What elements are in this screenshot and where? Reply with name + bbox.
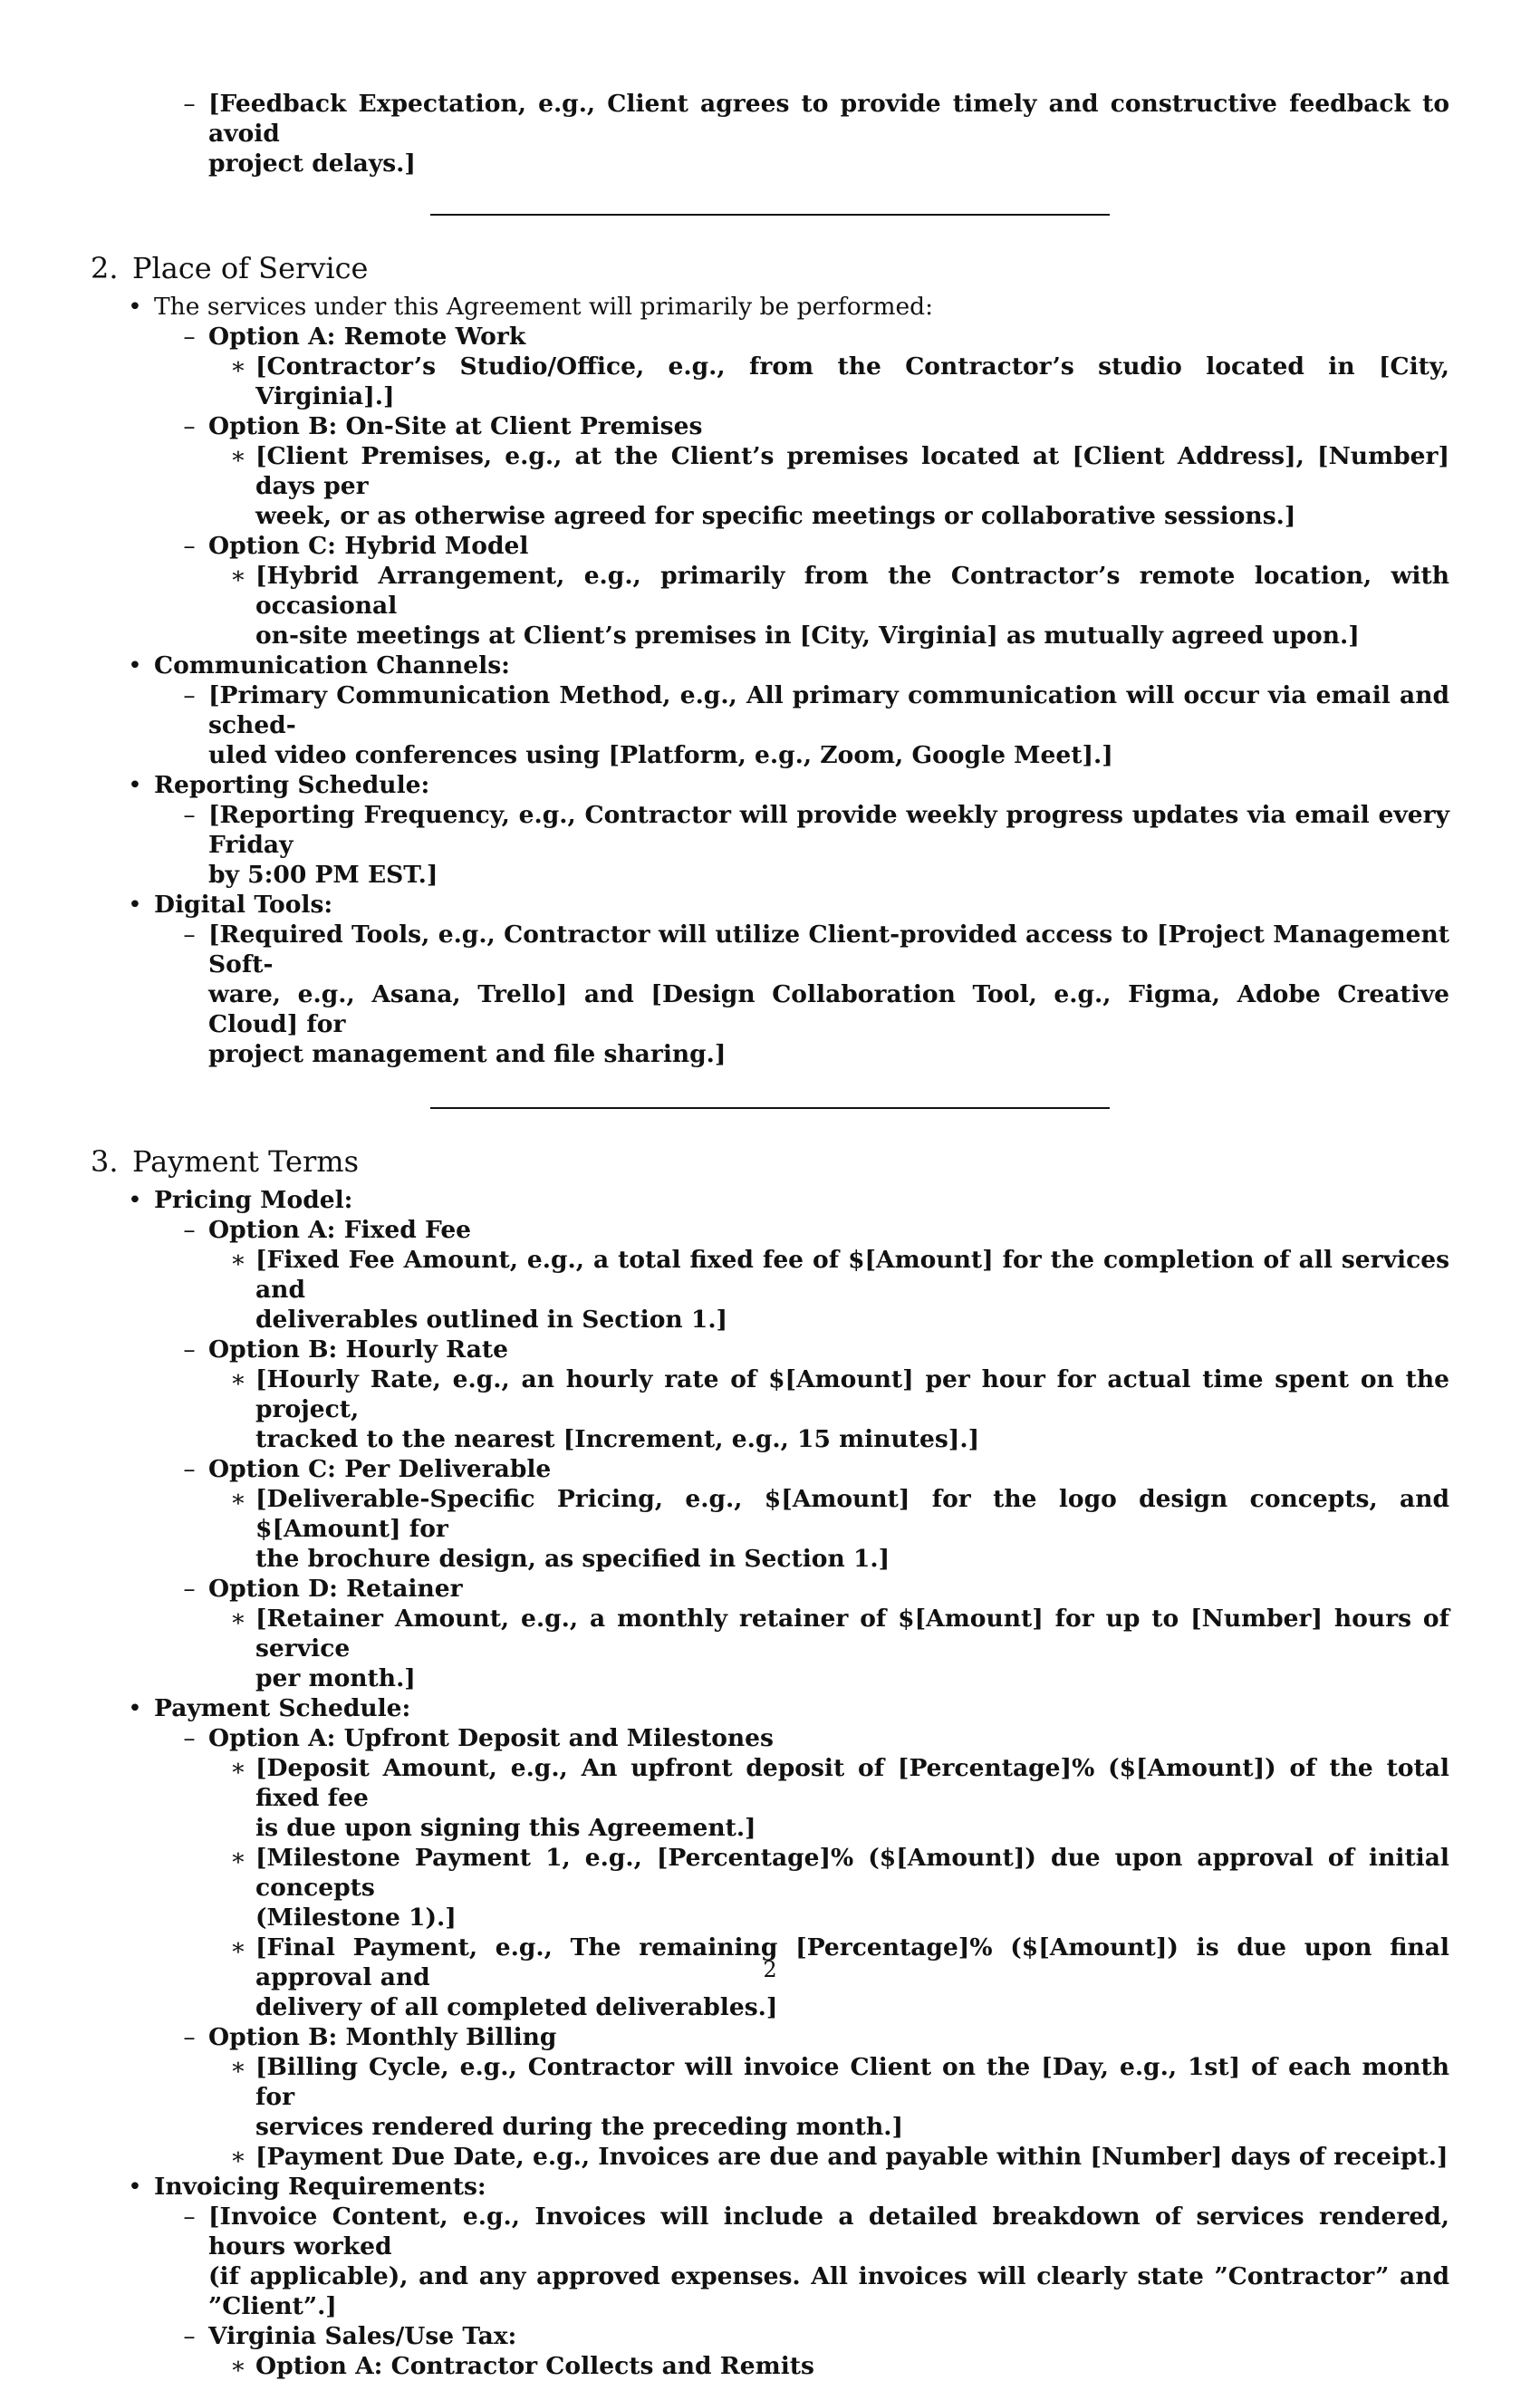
- list-item: [91, 920, 1449, 1069]
- list-item: [91, 1693, 1449, 1723]
- dash-marker: –: [183, 1575, 196, 1603]
- text-line: [Retainer Amount, e.g., a monthly retainer of $[Amount] for up to [Number] hours of service: [255, 1605, 1449, 1663]
- dash-marker: –: [183, 1216, 196, 1244]
- star-marker: ∗: [229, 2143, 246, 2171]
- section-heading: [91, 1143, 1449, 1180]
- text-line: services rendered during the preceding month.]: [255, 2113, 904, 2141]
- text-line: [Fixed Fee Amount, e.g., a total fixed fee of $[Amount] for the completion of all services and: [255, 1246, 1449, 1304]
- list-item: [91, 89, 1449, 178]
- text-line: the brochure design, as specified in Section 1.]: [255, 1545, 890, 1573]
- option-label: Option C: Per Deliverable: [208, 1455, 552, 1483]
- dash-marker: –: [183, 1335, 196, 1364]
- bullet-marker: •: [128, 771, 142, 799]
- dash-marker: –: [183, 412, 196, 440]
- dash-marker: –: [183, 2203, 196, 2231]
- list-item: [91, 1245, 1449, 1335]
- text-line: project management and file sharing.]: [208, 1040, 727, 1068]
- dash-marker: –: [183, 921, 196, 949]
- list-item: [91, 322, 1449, 352]
- list-item: [91, 1215, 1449, 1245]
- list-item: [91, 1335, 1449, 1364]
- list-item: [91, 1753, 1449, 1843]
- text-line: on-site meetings at Client’s premises in [City, Virginia] as mutually agreed upon.]: [255, 622, 1360, 650]
- text-line: The services under this Agreement will primarily be performed:: [154, 293, 934, 321]
- list-item: [91, 2202, 1449, 2321]
- text-line: [Billing Cycle, e.g., Contractor will invoice Client on the [Day, e.g., 1st] of each month for: [255, 2053, 1449, 2111]
- list-item: [91, 1364, 1449, 1454]
- text-line: [Milestone Payment 1, e.g., [Percentage]% ($[Amount]) due upon approval of initial concepts: [255, 1844, 1449, 1902]
- text-line: [Payment Due Date, e.g., Invoices are due and payable within [Number] days of receipt.]: [255, 2143, 1449, 2171]
- section-heading: [91, 250, 1449, 286]
- list-item: [91, 2052, 1449, 2142]
- item-label: Invoicing Requirements:: [154, 2173, 486, 2201]
- option-label: Option D: Retainer: [208, 1575, 463, 1603]
- section-title: Place of Service: [132, 251, 369, 285]
- star-marker: ∗: [229, 1754, 246, 1782]
- star-marker: ∗: [229, 1605, 246, 1633]
- bullet-marker: •: [128, 891, 142, 919]
- section-number: 2.: [91, 251, 119, 285]
- star-marker: ∗: [229, 1844, 246, 1872]
- star-marker: ∗: [229, 1933, 246, 1962]
- text-line: project delays.]: [208, 149, 416, 178]
- item-label: Payment Schedule:: [154, 1694, 411, 1722]
- text-line: by 5:00 PM EST.]: [208, 861, 438, 889]
- text-line: [Deposit Amount, e.g., An upfront deposit of [Percentage]% ($[Amount]) of the total fixed fee: [255, 1754, 1449, 1812]
- list-item: [91, 770, 1449, 800]
- item-label: Digital Tools:: [154, 891, 333, 919]
- text-line: tracked to the nearest [Increment, e.g., 15 minutes].]: [255, 1425, 980, 1453]
- text-line: delivery of all completed deliverables.]: [255, 1993, 778, 2021]
- dash-marker: –: [183, 323, 196, 351]
- text-line: [Reporting Frequency, e.g., Contractor will provide weekly progress updates via email every Friday: [208, 801, 1449, 859]
- item-label: Reporting Schedule:: [154, 771, 430, 799]
- text-line: [Contractor’s Studio/Office, e.g., from the Contractor’s studio located in [City, Virginia].]: [255, 352, 1449, 410]
- list-item: [91, 292, 1449, 322]
- list-item: [91, 441, 1449, 531]
- text-line: [Hybrid Arrangement, e.g., primarily from the Contractor’s remote location, with occasional: [255, 562, 1449, 620]
- dash-marker: –: [183, 801, 196, 829]
- option-label: Option B: On-Site at Client Premises: [208, 412, 703, 440]
- list-item: [91, 1185, 1449, 1215]
- bullet-marker: •: [128, 2173, 142, 2201]
- list-item: [91, 1484, 1449, 1574]
- list-item: [91, 1723, 1449, 1753]
- list-item: [91, 2351, 1449, 2381]
- list-item: [91, 531, 1449, 561]
- section-title: Payment Terms: [132, 1144, 360, 1179]
- star-marker: ∗: [229, 352, 246, 381]
- item-label: Communication Channels:: [154, 651, 510, 680]
- text-line: (if applicable), and any approved expenses. All invoices will clearly state ”Contractor” and ”Client”.]: [208, 2262, 1449, 2320]
- list-item: [91, 1454, 1449, 1484]
- bullet-marker: •: [128, 293, 142, 321]
- dash-marker: –: [183, 1455, 196, 1483]
- star-marker: ∗: [229, 562, 246, 590]
- list-item: [91, 411, 1449, 441]
- section-number: 3.: [91, 1144, 119, 1179]
- list-item: [91, 680, 1449, 770]
- dash-marker: –: [183, 90, 196, 118]
- star-marker: ∗: [229, 2053, 246, 2081]
- text-line: [Feedback Expectation, e.g., Client agrees to provide timely and constructive feedback to avoid: [208, 90, 1449, 148]
- list-item: [91, 651, 1449, 680]
- text-line: [Deliverable-Specific Pricing, e.g., $[Amount] for the logo design concepts, and $[Amount] for: [255, 1485, 1449, 1543]
- list-item: [91, 2172, 1449, 2202]
- list-item: [91, 890, 1449, 920]
- text-line: is due upon signing this Agreement.]: [255, 1814, 756, 1842]
- page-content: [91, 89, 1449, 2381]
- text-line: (Milestone 1).]: [255, 1904, 457, 1932]
- dash-marker: –: [183, 532, 196, 560]
- dash-marker: –: [183, 2322, 196, 2350]
- list-item: [91, 2142, 1449, 2172]
- text-line: [Hourly Rate, e.g., an hourly rate of $[Amount] per hour for actual time spent on the project,: [255, 1365, 1449, 1423]
- text-line: per month.]: [255, 1664, 416, 1692]
- option-label: Option C: Hybrid Model: [208, 532, 529, 560]
- bullet-marker: •: [128, 1694, 142, 1722]
- dash-marker: –: [183, 2023, 196, 2051]
- text-line: [Primary Communication Method, e.g., All primary communication will occur via email and sched-: [208, 681, 1449, 739]
- dash-marker: –: [183, 1724, 196, 1752]
- item-label: Virginia Sales/Use Tax:: [208, 2322, 517, 2350]
- option-label: Option A: Remote Work: [208, 323, 526, 351]
- bullet-marker: •: [128, 651, 142, 680]
- page-number: 2: [763, 1957, 777, 1982]
- star-marker: ∗: [229, 1246, 246, 1274]
- list-item: [91, 800, 1449, 890]
- list-item: [91, 352, 1449, 411]
- text-line: [Invoice Content, e.g., Invoices will include a detailed breakdown of services rendered, hours worked: [208, 2203, 1449, 2261]
- text-line: deliverables outlined in Section 1.]: [255, 1306, 728, 1334]
- option-label: Option A: Upfront Deposit and Milestones: [208, 1724, 774, 1752]
- text-line: [Required Tools, e.g., Contractor will utilize Client-provided access to [Project Management Soft-: [208, 921, 1449, 978]
- option-label: Option B: Monthly Billing: [208, 2023, 557, 2051]
- item-label: Pricing Model:: [154, 1186, 353, 1214]
- list-item: [91, 1574, 1449, 1604]
- star-marker: ∗: [229, 442, 246, 470]
- star-marker: ∗: [229, 1485, 246, 1513]
- text-line: uled video conferences using [Platform, e.g., Zoom, Google Meet].]: [208, 741, 1113, 769]
- star-marker: ∗: [229, 1365, 246, 1393]
- list-item: [91, 2022, 1449, 2052]
- text-line: ware, e.g., Asana, Trello] and [Design Collaboration Tool, e.g., Figma, Adobe Creative Cloud] for: [208, 980, 1449, 1038]
- bullet-marker: •: [128, 1186, 142, 1214]
- dash-marker: –: [183, 681, 196, 709]
- text-line: [Final Payment, e.g., The remaining [Percentage]% ($[Amount]) is due upon final approval and: [255, 1933, 1449, 1991]
- list-item: [91, 1604, 1449, 1693]
- option-label: Option A: Fixed Fee: [208, 1216, 472, 1244]
- option-label: Option B: Hourly Rate: [208, 1335, 509, 1364]
- text-line: Option A: Contractor Collects and Remits: [255, 2352, 814, 2380]
- text-line: [Client Premises, e.g., at the Client’s premises located at [Client Address], [Number] days per: [255, 442, 1449, 500]
- list-item: [91, 561, 1449, 651]
- list-item: [91, 2321, 1449, 2351]
- list-item: [91, 1843, 1449, 1933]
- star-marker: ∗: [229, 2352, 246, 2380]
- text-line: week, or as otherwise agreed for specific meetings or collaborative sessions.]: [255, 502, 1296, 530]
